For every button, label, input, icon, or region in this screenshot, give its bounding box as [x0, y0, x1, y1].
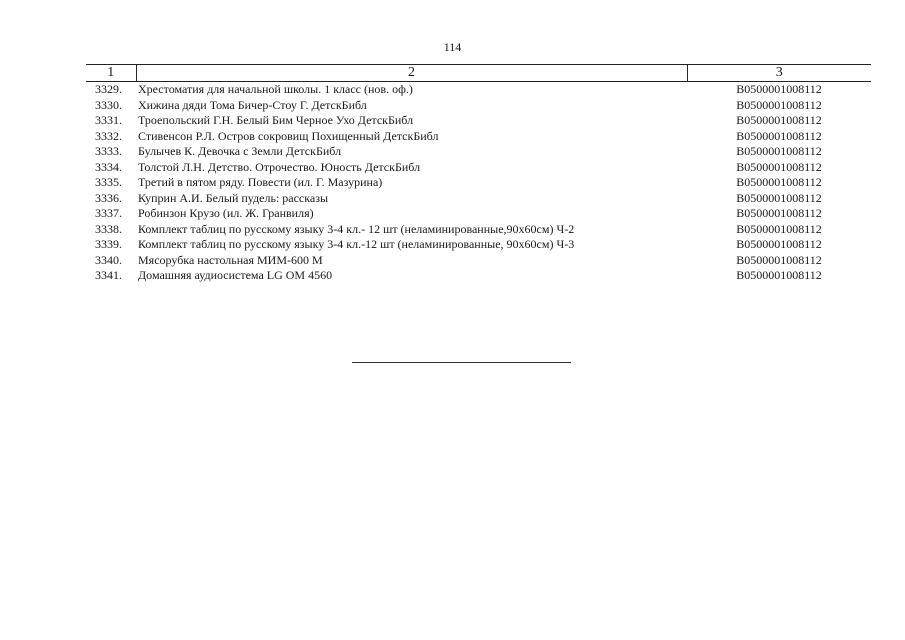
column-header-name: 2 [136, 65, 687, 82]
table-body [86, 82, 871, 284]
table-header-row [86, 65, 871, 82]
row-item-name: Робинзон Крузо (ил. Ж. Гранвиля) [138, 206, 314, 220]
row-item-name: Третий в пятом ряду. Повести (ил. Г. Мазурина) [138, 175, 383, 189]
row-inventory-code: B0500001008112 [736, 221, 822, 236]
row-number: 3338. [95, 221, 122, 236]
row-inventory-code: B0500001008112 [736, 206, 822, 220]
row-number: 3331. [95, 113, 122, 127]
row-inventory-code: B0500001008112 [736, 128, 822, 143]
table-row [86, 98, 871, 114]
row-number: 3334. [95, 159, 122, 174]
table-row [86, 129, 871, 145]
row-item-name: Троепольский Г.Н. Белый Бим Черное Ухо ДетскБибл [138, 113, 414, 127]
row-item-name: Хижина дяди Тома Бичер-Стоу Г. ДетскБибл [138, 97, 367, 112]
row-item-name: Толстой Л.Н. Детство. Отрочество. Юность ДетскБибл [138, 159, 421, 174]
row-item-name: Домашняя аудиосистема LG OM 4560 [138, 268, 333, 282]
row-number: 3339. [95, 237, 122, 251]
row-item-name: Комплект таблиц по русскому языку 3-4 кл.-12 шт (неламинированные, 90х60см) Ч-3 [138, 237, 575, 251]
inventory-table [86, 64, 871, 284]
row-item-name: Мясорубка настольная МИМ-600 М [138, 252, 323, 267]
row-number: 3332. [95, 128, 122, 143]
table-row [86, 82, 871, 98]
row-number: 3336. [95, 190, 122, 205]
page-number: 114 [443, 40, 462, 54]
row-inventory-code: B0500001008112 [736, 268, 822, 282]
table-row [86, 253, 871, 269]
row-number: 3340. [95, 252, 122, 267]
row-item-name: Хрестоматия для начальной школы. 1 класс (нов. оф.) [138, 82, 413, 96]
row-inventory-code: B0500001008112 [736, 252, 822, 267]
table-row [86, 222, 871, 238]
table-row [86, 113, 871, 129]
row-item-name: Куприн А.И. Белый пудель: рассказы [138, 190, 329, 205]
row-inventory-code: B0500001008112 [736, 175, 822, 189]
row-number: 3329. [95, 82, 122, 96]
table-row [86, 144, 871, 160]
row-inventory-code: B0500001008112 [736, 97, 822, 112]
table-row [86, 206, 871, 222]
row-item-name: Стивенсон Р.Л. Остров сокровищ Похищенный ДетскБибл [138, 128, 439, 143]
table-row [86, 191, 871, 207]
row-number: 3337. [95, 206, 122, 220]
table-row [86, 268, 871, 284]
row-inventory-code: B0500001008112 [736, 144, 822, 158]
row-inventory-code: B0500001008112 [736, 113, 822, 127]
row-item-name: Комплект таблиц по русскому языку 3-4 кл.- 12 шт (неламинированные,90х60см) Ч-2 [138, 221, 575, 236]
column-header-code: 3 [687, 65, 871, 82]
table-row [86, 237, 871, 253]
row-number: 3333. [95, 144, 122, 158]
row-number: 3341. [95, 268, 122, 282]
row-inventory-code: B0500001008112 [736, 82, 822, 96]
row-number: 3330. [95, 97, 122, 112]
closing-divider-line [352, 362, 571, 363]
row-inventory-code: B0500001008112 [736, 159, 822, 174]
table-row [86, 160, 871, 176]
table-row [86, 175, 871, 191]
row-item-name: Булычев К. Девочка с Земли ДетскБибл [138, 144, 342, 158]
row-inventory-code: B0500001008112 [736, 237, 822, 251]
row-inventory-code: B0500001008112 [736, 190, 822, 205]
column-header-number: 1 [86, 65, 136, 82]
row-number: 3335. [95, 175, 122, 189]
